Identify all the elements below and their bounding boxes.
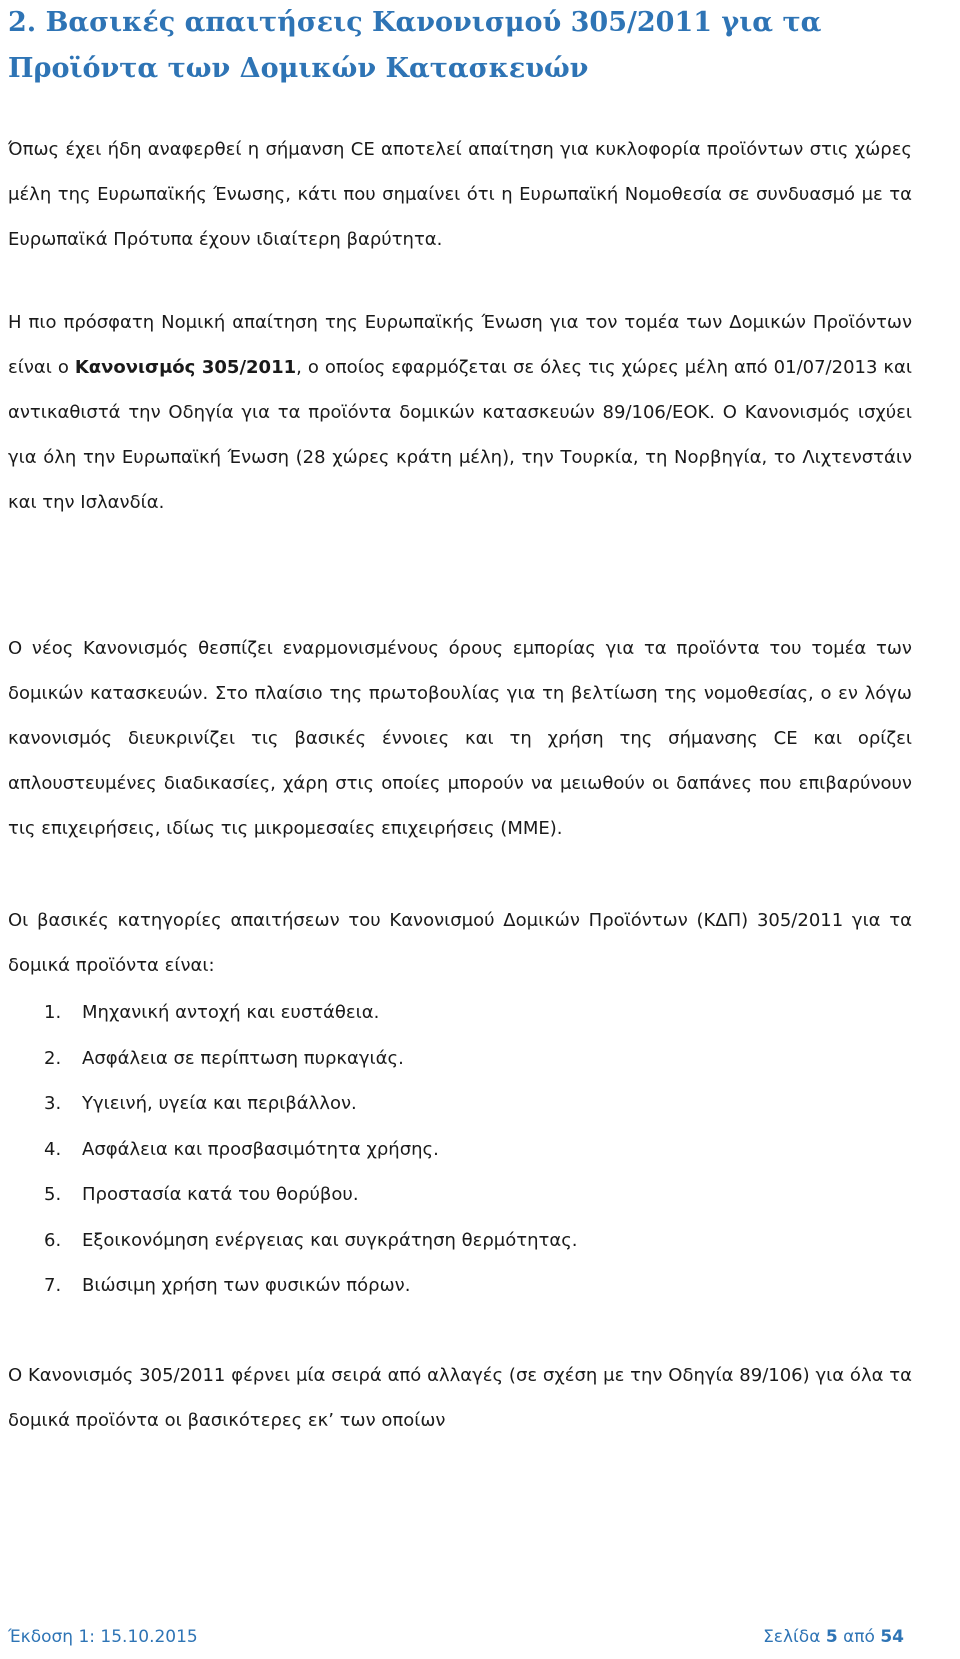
page-current: 5 — [825, 1627, 838, 1647]
list-item — [44, 990, 577, 1036]
list-item-number: 2. — [44, 1047, 62, 1069]
list-item-text: Υγιεινή, υγεία και περιβάλλον. — [82, 1093, 357, 1114]
paragraph-regulation-intro-start: Η πιο πρόσφατη Νομική απαίτηση της Ευρωπαϊκής Ένωση για τον τομέα των Δομικών Προϊόντων είναι ο — [8, 312, 912, 378]
paragraph-new-regulation: Ο νέος Κανονισμός θεσπίζει εναρμονισμένους όρους εμπορίας για τα προϊόντα του τομέα των δομικών κατασκευών. Στο πλαίσιο της πρωτοβουλίας για τη βελτίωση της νομοθεσίας, ο εν λόγω κανονισμός διευκρινίζει τις βασικές έννοιες και τη χρήση της σήμανσης CE και ορίζει απλουστευμένες διαδικασίες, χάρη στις οποίες μπορούν να μειωθούν οι δαπάνες που επιβαρύνουν τις επιχειρήσεις, ιδίως τις μικρομεσαίες επιχειρήσεις (ΜΜΕ). — [8, 638, 912, 839]
paragraph-requirement-categories: Οι βασικές κατηγορίες απαιτήσεων του Κανονισμού Δομικών Προϊόντων (ΚΔΠ) 305/2011 για τα δομικά προϊόντα είναι: — [8, 910, 912, 976]
list-item — [44, 1127, 577, 1173]
paragraph-changes: Ο Κανονισμός 305/2011 φέρνει μία σειρά από αλλαγές (σε σχέση με την Οδηγία 89/106) για όλα τα δομικά προϊόντα οι βασικότερες εκ’ των οποίων — [8, 1365, 912, 1431]
list-item-number: 5. — [44, 1184, 62, 1205]
list-item-number: 1. — [44, 1002, 62, 1023]
list-item-text: Μηχανική αντοχή και ευστάθεια. — [82, 1002, 380, 1023]
page-footer — [8, 1624, 904, 1650]
requirements-list — [44, 990, 577, 1309]
list-item — [44, 1036, 577, 1082]
section-heading-line-2: Προϊόντα των Δομικών Κατασκευών — [8, 53, 589, 84]
list-item-number: 4. — [44, 1138, 62, 1160]
list-item — [44, 1263, 577, 1309]
list-item-number: 6. — [44, 1229, 62, 1251]
section-heading — [8, 0, 908, 92]
list-item — [44, 1172, 577, 1218]
paragraph-regulation-intro — [8, 300, 912, 525]
paragraph-ce-marking: Όπως έχει ήδη αναφερθεί η σήμανση CE αποτελεί απαίτηση για κυκλοφορία προϊόντων στις χώρες μέλη της Ευρωπαϊκής Ένωσης, κάτι που σημαίνει ότι η Ευρωπαϊκή Νομοθεσία σε συνδυασμό με τα Ευρωπαϊκά Πρότυπα έχουν ιδιαίτερη βαρύτητα. — [8, 139, 912, 250]
list-item-text: Ασφάλεια και προσβασιμότητα χρήσης. — [82, 1138, 439, 1160]
list-item-text: Βιώσιμη χρήση των φυσικών πόρων. — [82, 1275, 411, 1296]
list-item-number: 7. — [44, 1275, 62, 1296]
list-item-text: Ασφάλεια σε περίπτωση πυρκαγιάς. — [82, 1047, 404, 1069]
page-total: 54 — [880, 1627, 904, 1647]
section-heading-line-1: 2. Βασικές απαιτήσεις Κανονισμού 305/2011 για τα — [8, 7, 822, 38]
list-item — [44, 1081, 577, 1127]
list-item-text: Εξοικονόμηση ενέργειας και συγκράτηση θερμότητας. — [82, 1229, 578, 1251]
edition-label: Έκδοση 1: 15.10.2015 — [8, 1627, 198, 1647]
page-of: από — [843, 1627, 875, 1647]
paragraph-regulation-intro-end: , ο οποίος εφαρμόζεται σε όλες τις χώρες μέλη από 01/07/2013 και αντικαθιστά την Οδηγία για τα προϊόντα δομικών κατασκευών 89/106/ΕΟΚ. Ο Κανονισμός ισχύει για όλη την Ευρωπαϊκή Ένωση (28 χώρες κράτη μέλη), την Τουρκία, τη Νορβηγία, το Λιχτενστάιν και την Ισλανδία. — [8, 357, 912, 513]
page-number — [763, 1627, 904, 1647]
page-prefix: Σελίδα — [763, 1627, 821, 1647]
regulation-name-bold: Κανονισμός 305/2011 — [74, 357, 297, 378]
list-item-number: 3. — [44, 1093, 62, 1114]
list-item — [44, 1218, 577, 1264]
list-item-text: Προστασία κατά του θορύβου. — [82, 1184, 359, 1205]
